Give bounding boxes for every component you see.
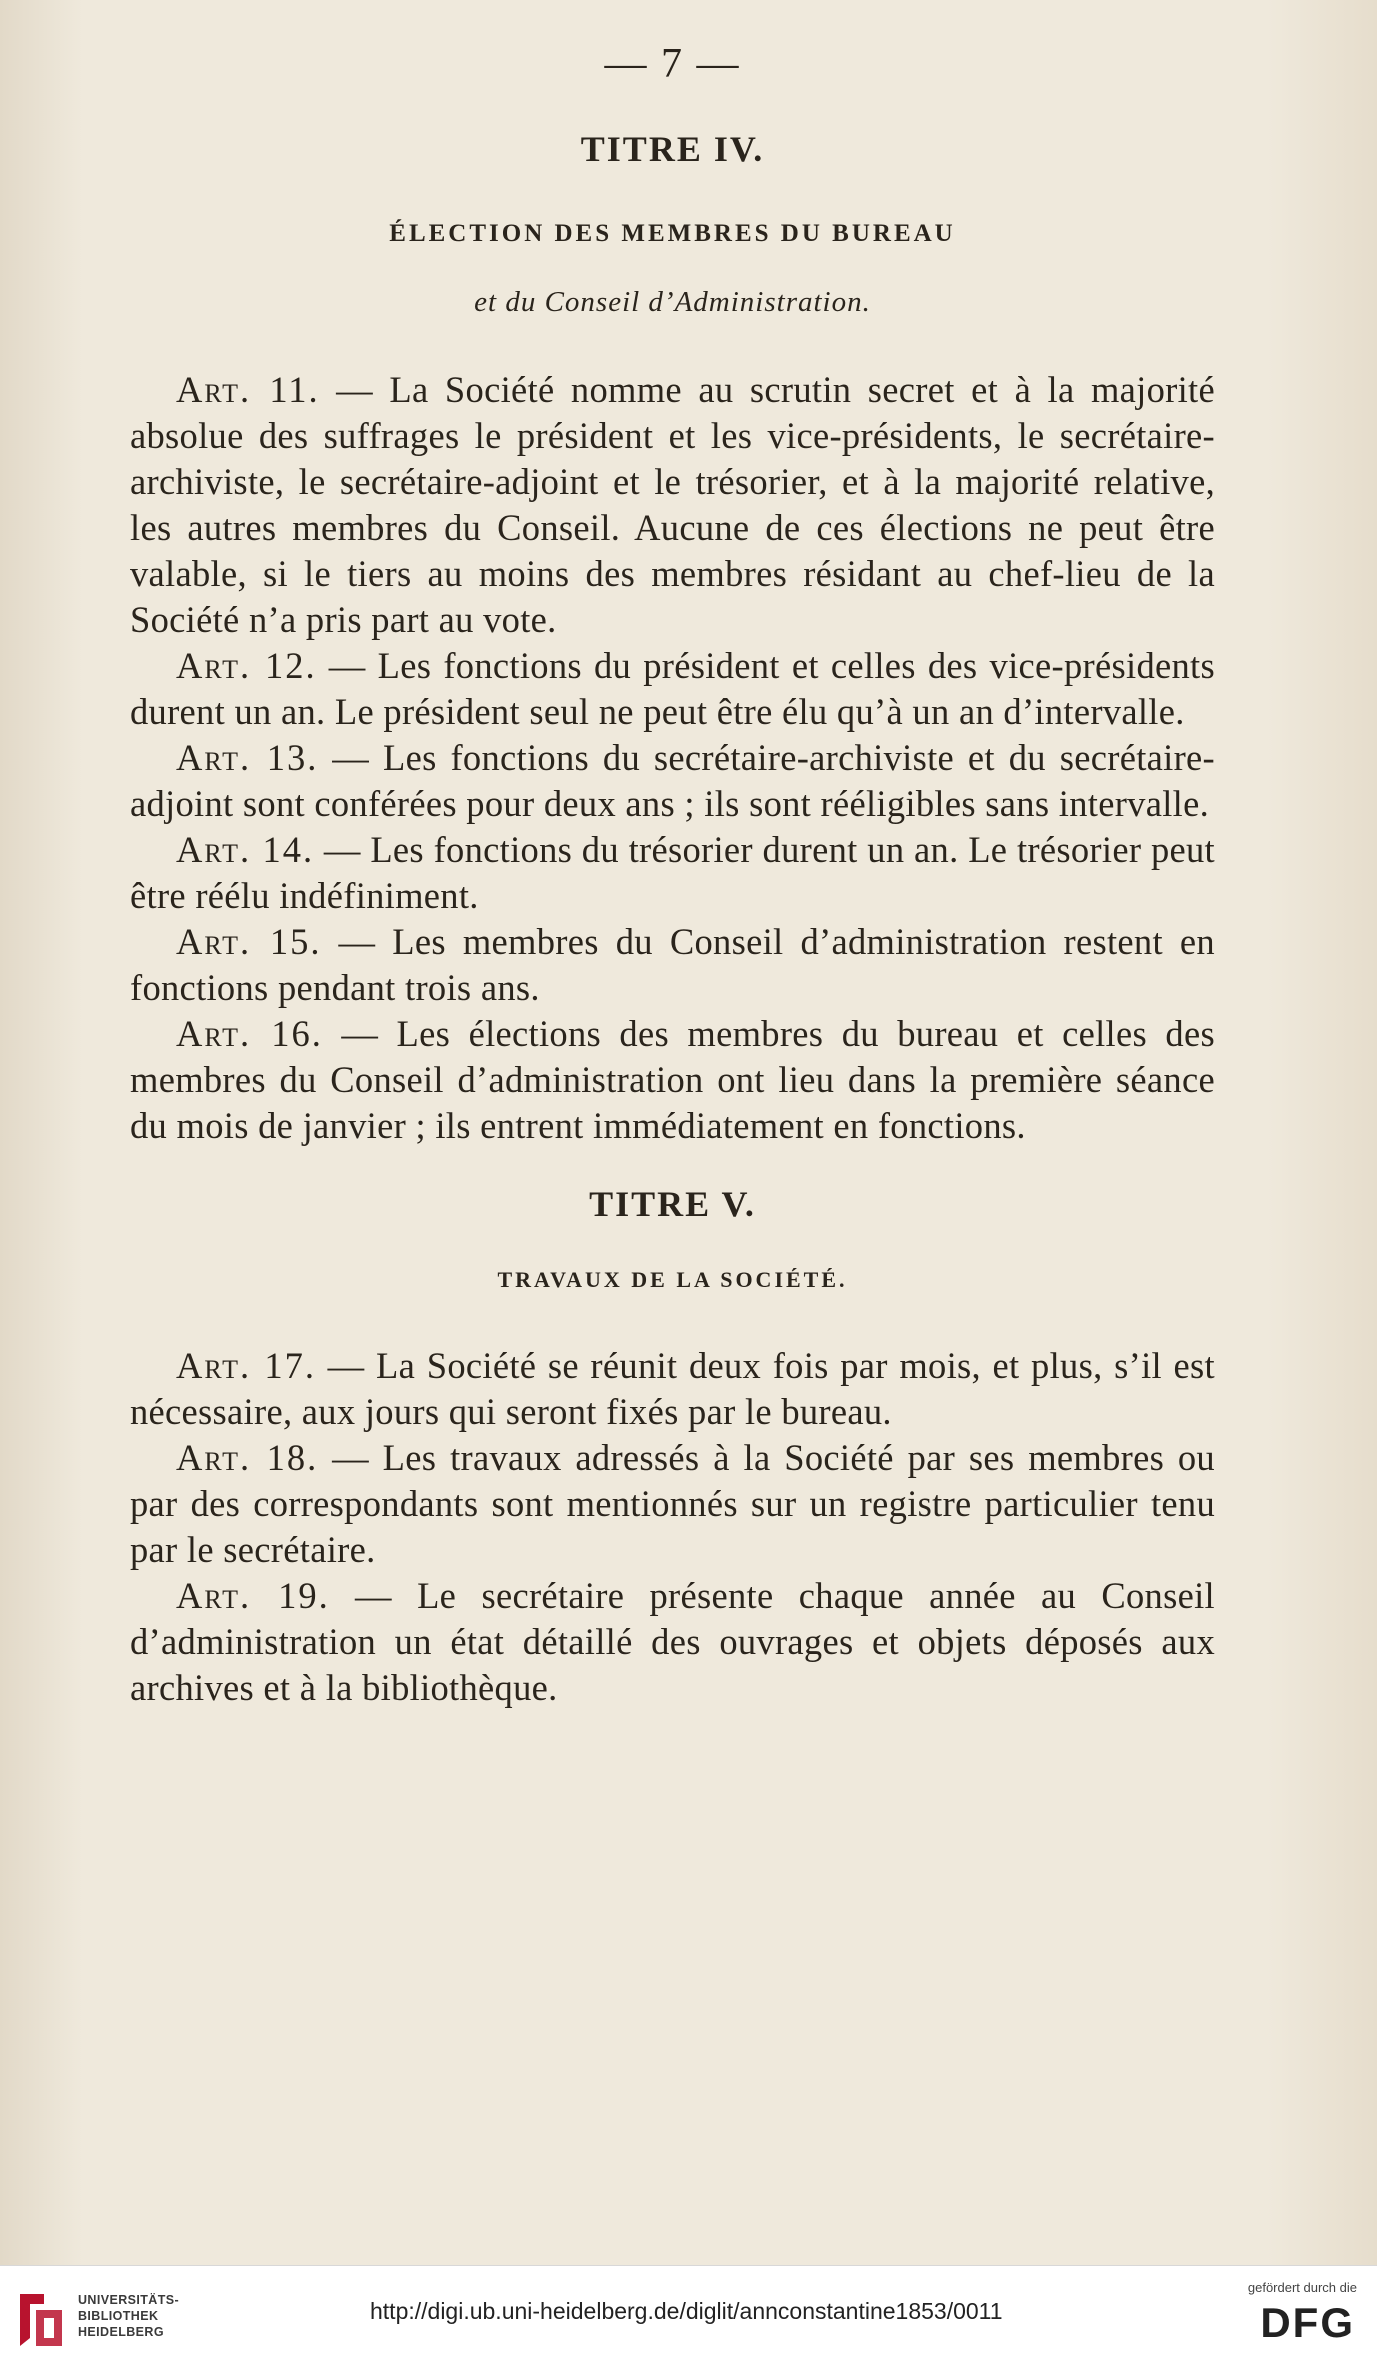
institution-name xyxy=(78,2292,179,2340)
titre-iv-title: TITRE IV. xyxy=(580,129,765,169)
page-text-block xyxy=(130,40,1215,1711)
section-titre-v xyxy=(130,1183,1215,1711)
dfg-logo-icon xyxy=(1237,2301,1357,2341)
institution-line: HEIDELBERG xyxy=(78,2325,164,2339)
source-url-link[interactable]: http://digi.ub.uni-heidelberg.de/diglit/annconstantine1853/0011 xyxy=(370,2298,1003,2324)
funding-credit xyxy=(1222,2280,1357,2341)
article-12 xyxy=(130,643,1215,735)
article-13 xyxy=(130,735,1215,827)
article-label: Art. 13. xyxy=(176,737,319,778)
article-text: — La Société nomme au scrutin secret et à la majorité absolue des suffrages le président et les vice-présidents, le secrétaire-archiviste, le secrétaire-adjoint et le trésorier, et à la majorité relative, les autres membres du Conseil. Aucune de ces élections ne peut être valable, si le tiers au moins des membres résidant au chef-lieu de la Société n’a pris part au vote. xyxy=(130,369,1215,640)
article-text: — Les fonctions du président et celles des vice-présidents durent un an. Le président seul ne peut être élu qu’à un an d’intervalle. xyxy=(130,645,1215,732)
institution-line: BIBLIOTHEK xyxy=(78,2309,159,2323)
article-14 xyxy=(130,827,1215,919)
article-text: — Les travaux adressés à la Société par ses membres ou par des correspondants sont mentionnés sur un registre particulier tenu par le secrétaire. xyxy=(130,1437,1215,1570)
article-label: Art. 14. xyxy=(176,829,315,870)
funding-text: gefördert durch die xyxy=(1247,2280,1357,2295)
article-text: — Les élections des membres du bureau et celles des membres du Conseil d’administration ont lieu dans la première séance du mois de janvier ; ils entrent immédiatement en fonctions. xyxy=(130,1013,1215,1146)
article-label: Art. 16. xyxy=(176,1013,323,1054)
article-17 xyxy=(130,1343,1215,1435)
institution-line: UNIVERSITÄTS- xyxy=(78,2293,180,2307)
article-label: Art. 15. xyxy=(176,921,322,962)
titre-v-heading: TRAVAUX DE LA SOCIÉTÉ. xyxy=(497,1267,848,1292)
section-titre-iv xyxy=(130,128,1215,1149)
article-text: — Le secrétaire présente chaque année au Conseil d’administration un état détaillé des ouvrages et objets déposés aux archives et à la bibliothèque. xyxy=(130,1575,1215,1708)
university-seal-icon xyxy=(14,2290,69,2350)
article-label: Art. 12. xyxy=(176,645,317,686)
article-label: Art. 18. xyxy=(176,1437,319,1478)
article-16 xyxy=(130,1011,1215,1149)
dfg-logo-text: DFG xyxy=(1260,2301,1355,2341)
article-label: Art. 11. xyxy=(176,369,320,410)
article-text: — Les membres du Conseil d’administration restent en fonctions pendant trois ans. xyxy=(130,921,1215,1008)
article-11 xyxy=(130,367,1215,643)
page-number: — 7 — xyxy=(604,41,741,87)
digitization-footer xyxy=(0,2265,1377,2373)
article-label: Art. 17. xyxy=(176,1345,317,1386)
titre-iv-heading: ÉLECTION DES MEMBRES DU BUREAU xyxy=(389,220,956,247)
titre-iv-subheading: et du Conseil d’Administration. xyxy=(474,286,871,318)
article-text: — Les fonctions du secrétaire-archiviste et du secrétaire-adjoint sont conférées pour deux ans ; ils sont rééligibles sans intervalle. xyxy=(130,737,1215,824)
titre-v-title: TITRE V. xyxy=(589,1184,756,1224)
article-19 xyxy=(130,1573,1215,1711)
article-15 xyxy=(130,919,1215,1011)
article-text: — Les fonctions du trésorier durent un an. Le trésorier peut être réélu indéfiniment. xyxy=(130,829,1215,916)
article-18 xyxy=(130,1435,1215,1573)
article-label: Art. 19. xyxy=(176,1575,330,1616)
article-text: — La Société se réunit deux fois par mois, et plus, s’il est nécessaire, aux jours qui seront fixés par le bureau. xyxy=(130,1345,1215,1432)
